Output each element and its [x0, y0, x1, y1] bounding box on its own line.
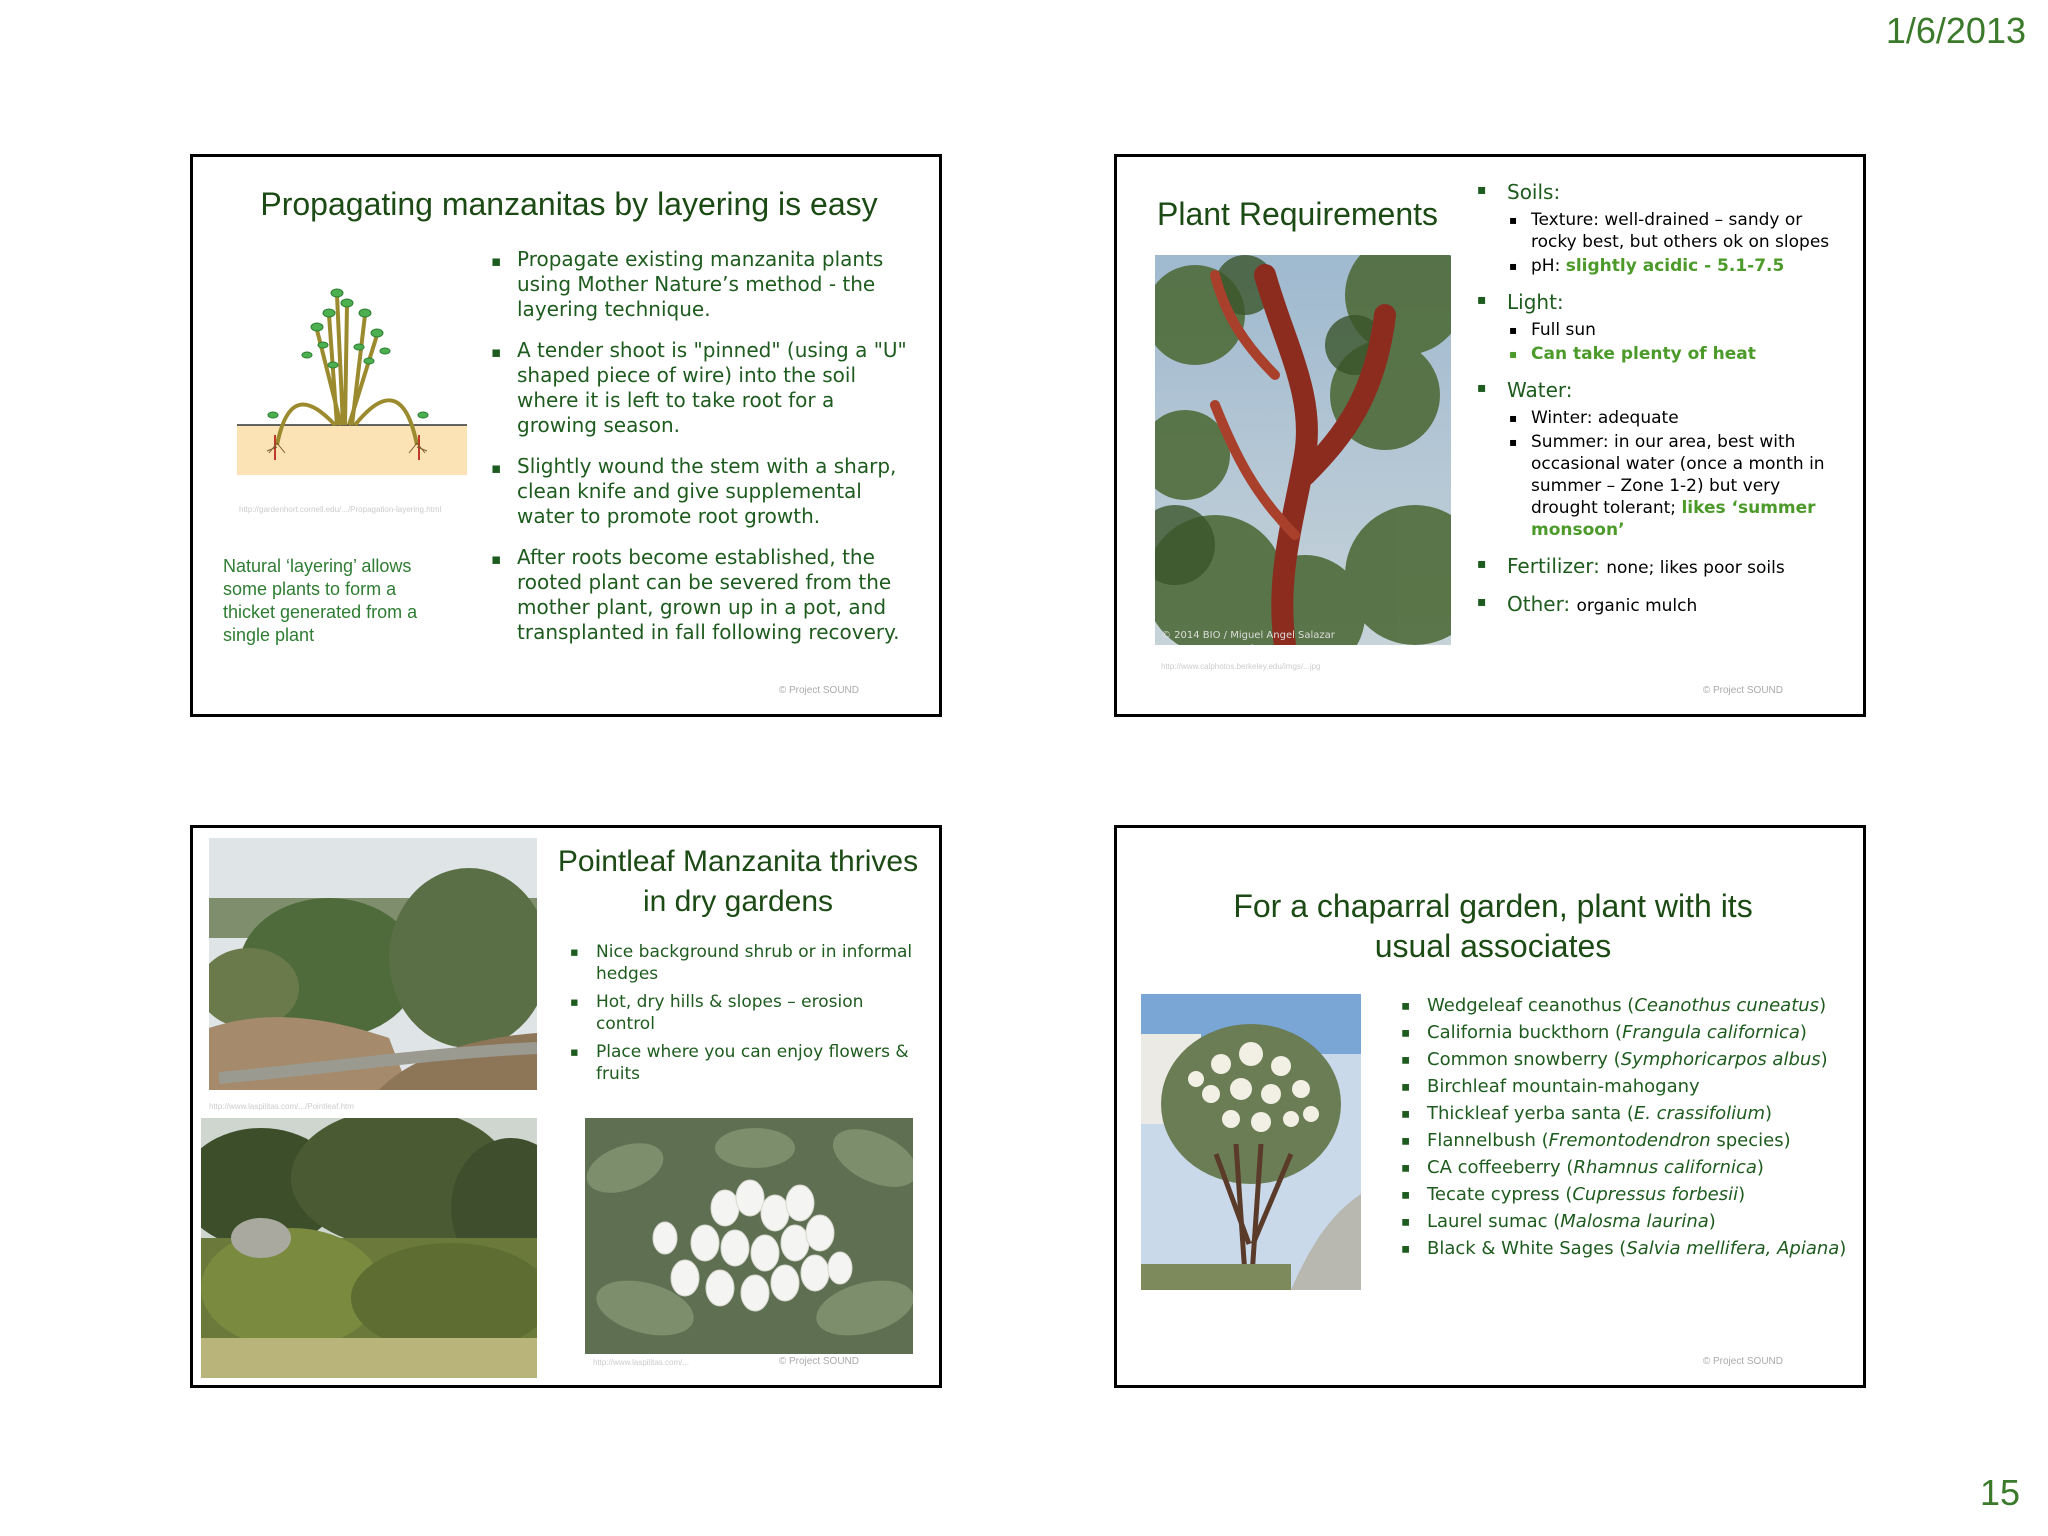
bullet-list [489, 247, 909, 661]
illustration-caption: Natural ‘layering’ allows some plants to form a thicket generated from a single plant [223, 556, 418, 645]
image-source-url: http://www.laspilitas.com/.../Pointleaf.htm [209, 1102, 354, 1111]
page-number: 15 [1979, 1472, 2020, 1513]
photo-credit: © 2014 BIO / Miguel Angel Salazar [1161, 630, 1335, 641]
copyright: © Project SOUND [778, 1356, 859, 1367]
associates-list [1399, 992, 1849, 1262]
light-item: ▪ Light: ▪ Full sun ▪ Can take plenty of heat [1477, 289, 1852, 365]
image-source-url: http://www.calphotos.berkeley.edu/imgs/...jpg [1161, 662, 1321, 671]
list-item: ▪ A tender shoot is "pinned" (using a "U" shaped piece of wire) into the soil where it is left to take root for a growing season. [489, 338, 909, 438]
copyright: © Project SOUND [1702, 1356, 1783, 1367]
list-item: ▪ Flannelbush (Fremontodendron species) [1399, 1127, 1849, 1154]
bullet-list [568, 941, 913, 1091]
slide-title: Propagating manzanitas by layering is easy [260, 186, 878, 222]
slide-title: For a chaparral garden, plant with its usual associates [1233, 888, 1753, 964]
layering-illustration [237, 275, 467, 475]
slide-layering [190, 154, 942, 717]
copyright: © Project SOUND [778, 685, 859, 696]
list-item: ▪ Propagate existing manzanita plants using Mother Nature’s method - the layering technique. [489, 247, 909, 322]
light-sun: ▪ Full sun [1507, 319, 1852, 341]
soils-item: ▪ Soils: ▪ Texture: well-drained – sandy or rocky best, but others ok on slopes ▪ pH: slightly acidic - 5.1-7.5 [1477, 179, 1852, 277]
copyright: © Project SOUND [1702, 685, 1783, 696]
water-item: ▪ Water: ▪ Winter: adequate ▪ Summer: in our area, best with occasional water (once a month in summer – Zone 1-2) but very drought tolerant; likes ‘summer monsoon’ [1477, 377, 1852, 541]
slide-dry-gardens [190, 825, 942, 1388]
list-item: ▪ Hot, dry hills & slopes – erosion control [568, 991, 913, 1035]
list-item: ▪ Birchleaf mountain-mahogany [1399, 1073, 1849, 1100]
fertilizer-item: ▪ Fertilizer: none; likes poor soils [1477, 553, 1852, 579]
list-item: ▪ Common snowberry (Symphoricarpos albus) [1399, 1046, 1849, 1073]
slide-chaparral-associates [1114, 825, 1866, 1388]
list-item: ▪ Place where you can enjoy flowers & fruits [568, 1041, 913, 1085]
soil-texture: ▪ Texture: well-drained – sandy or rocky best, but others ok on slopes [1507, 209, 1852, 253]
list-item: ▪ California buckthorn (Frangula californica) [1399, 1019, 1849, 1046]
garden-path-photo [209, 838, 537, 1090]
slide-plant-requirements [1114, 154, 1866, 717]
shrub-photo [1141, 994, 1361, 1290]
image-source-url: http://gardenhort.cornell.edu/.../Propagation-layering.html [239, 505, 442, 514]
list-item: ▪ Thickleaf yerba santa (E. crassifolium) [1399, 1100, 1849, 1127]
page-date: 1/6/2013 [1885, 10, 2026, 51]
list-item: ▪ Wedgeleaf ceanothus (Ceanothus cuneatus) [1399, 992, 1849, 1019]
requirements-list [1477, 179, 1852, 629]
water-summer: ▪ Summer: in our area, best with occasional water (once a month in summer – Zone 1-2) but very drought tolerant; likes ‘summer monsoon’ [1507, 431, 1852, 541]
manzanita-trunk-photo [1155, 255, 1451, 645]
list-item: ▪ Slightly wound the stem with a sharp, clean knife and give supplemental water to promote root growth. [489, 454, 909, 529]
image-source-url: http://www.laspilitas.com/... [593, 1358, 690, 1367]
chaparral-photo [201, 1118, 537, 1378]
soil-ph: ▪ pH: slightly acidic - 5.1-7.5 [1507, 255, 1852, 277]
light-heat: ▪ Can take plenty of heat [1507, 343, 1852, 365]
list-item: ▪ Tecate cypress (Cupressus forbesii) [1399, 1181, 1849, 1208]
list-item: ▪ Laurel sumac (Malosma laurina) [1399, 1208, 1849, 1235]
manzanita-flowers-photo [585, 1118, 913, 1354]
water-winter: ▪ Winter: adequate [1507, 407, 1852, 429]
slide-title: Pointleaf Manzanita thrives in dry gardens [557, 845, 919, 918]
list-item: ▪ After roots become established, the rooted plant can be severed from the mother plant, grown up in a pot, and transplanted in fall following recovery. [489, 545, 909, 645]
list-item: ▪ Nice background shrub or in informal hedges [568, 941, 913, 985]
list-item: ▪ Black & White Sages (Salvia mellifera, Apiana) [1399, 1235, 1849, 1262]
slide-title: Plant Requirements [1157, 196, 1439, 232]
list-item: ▪ CA coffeeberry (Rhamnus californica) [1399, 1154, 1849, 1181]
other-item: ▪ Other: organic mulch [1477, 591, 1852, 617]
